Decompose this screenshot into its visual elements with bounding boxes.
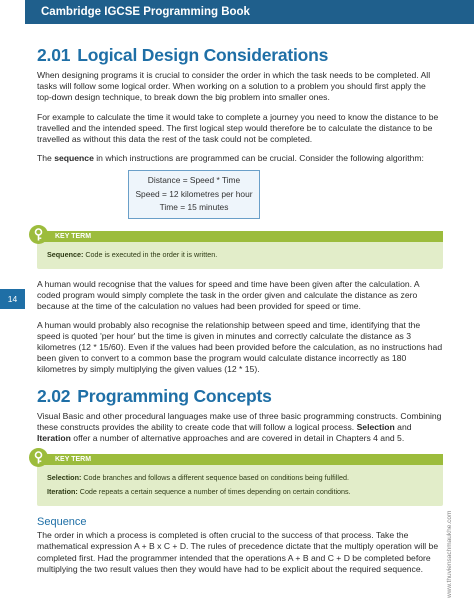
page-content: [37, 45, 443, 575]
paragraph: The sequence in which instructions are programmed can be crucial. Consider the following algorithm:: [37, 153, 424, 164]
key-term-box: [37, 231, 443, 269]
algorithm-line: Time = 15 minutes: [159, 202, 229, 213]
paragraph: A human would probably also recognise the relationship between speed and time, identifying that the speed is quoted 'per hour' but the time is given in minutes and correctly calculate the distance as 3 kilometres (12 * 15/60). Even if the values had been provided before the calculation, as no instructions had been given to convert to a common base the program would calculate distance incorrectly as 180 kilometres by simply multiplying the given values (12 * 15).: [37, 319, 443, 375]
side-watermark: www.thuviensachmaukhe.com: [446, 510, 453, 598]
bold-term-iteration: Iteration: [37, 432, 71, 443]
bold-term-selection: Selection: [356, 421, 395, 432]
paragraph: A human would recognise that the values for speed and time have been given after the calculation. A coded program would simply complete the task in the order given and calculate the distance as zero because at the time of the calculation no values had been provided for speed or time.: [37, 278, 420, 312]
section-number: 2.01: [37, 45, 71, 65]
key-term-box: [37, 454, 443, 506]
key-term-definitions: [37, 465, 443, 506]
paragraph: For example to calculate the time it would take to complete a journey you need to know the distance to be travelled and the intended speed. The first logical step would therefore be to calculate the distance to be travelled as without this data the rest of the task could not be completed.: [37, 111, 439, 145]
book-title: Cambridge IGCSE Programming Book: [41, 6, 250, 18]
section-heading-2-02: [37, 386, 443, 407]
book-header-bar: [25, 0, 474, 24]
key-term-label: KEY TERM: [37, 454, 443, 465]
key-term-definition: Sequence: Code is executed in the order it is written.: [47, 249, 218, 259]
bold-term-sequence: sequence: [54, 153, 94, 164]
paragraph: When designing programs it is crucial to consider the order in which the task needs to be completed. All tasks will follow some logical order. When working on a solution to a problem you should first apply the top-down design technique, to break down the big problem into smaller ones.: [37, 70, 431, 103]
section-heading-2-01: [37, 45, 443, 66]
page-number: 14: [7, 294, 18, 304]
section-title: Programming Concepts: [77, 385, 272, 406]
paragraph: The order in which a process is completed is often crucial to the success of that process. Take the mathematical expression A + B x C + D. The rules of precedence dictate that the multiply operation will be completed first. Had the programmer intended that the operations A + B and C + D be completed before multiplying the two result values then they would have had to be explicit about the required sequence.: [37, 530, 439, 574]
section-title: Logical Design Considerations: [77, 45, 329, 65]
algorithm-box: [128, 170, 260, 219]
key-term-iteration: Iteration: Code repeats a certain sequence a number of times depending on certain conditions.: [47, 487, 351, 497]
section-number: 2.02: [37, 385, 71, 406]
key-term-label: KEY TERM: [37, 231, 443, 242]
algorithm-line: Distance = Speed * Time: [147, 175, 241, 186]
key-icon: [29, 225, 48, 244]
subheading-sequence: Sequence: [37, 516, 87, 529]
page-number-tab: [0, 289, 25, 309]
paragraph: Visual Basic and other procedural languages make use of three basic programming constructs. Combining these constructs provides the ability to create code that will follow a logical process. Selection and Iteration offer a number of alternative approaches and are covered in detail in Chapters 4 and 5.: [37, 410, 442, 443]
algorithm-line: Speed = 12 kilometres per hour: [135, 188, 253, 199]
key-term-selection: Selection: Code branches and follows a different sequence based on conditions being fulfilled.: [47, 473, 349, 483]
